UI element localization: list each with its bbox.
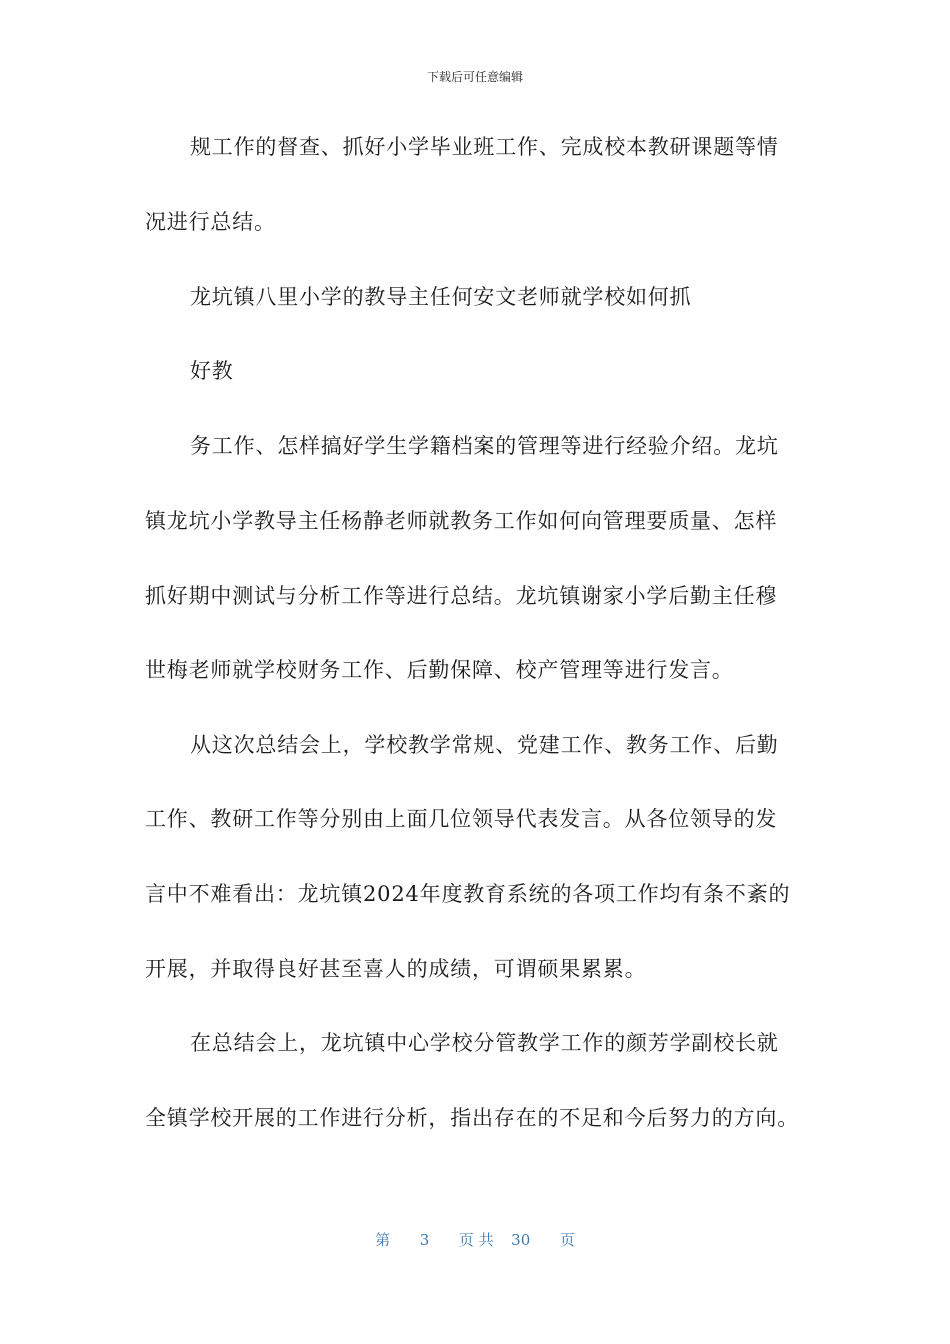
page-footer (0, 1229, 950, 1250)
body-line-14: 全镇学校开展的工作进行分析，指出存在的不足和今后努力的方向。 (145, 1106, 799, 1130)
footer-prefix: 第 (375, 1231, 391, 1249)
body-line-3: 龙坑镇八里小学的教导主任何安文老师就学校如何抓 (190, 285, 692, 309)
footer-total-pages: 30 (511, 1231, 531, 1249)
body-line-4: 好教 (190, 359, 234, 383)
page-header-note: 下载后可任意编辑 (426, 70, 523, 84)
body-line-7: 抓好期中测试与分析工作等进行总结。龙坑镇谢家小学后勤主任穆 (145, 584, 778, 608)
body-line-11: 言中不难看出：龙坑镇2024年度教育系统的各项工作均有条不紊的 (145, 882, 791, 906)
body-line-9: 从这次总结会上，学校教学常规、党建工作、教务工作、后勤 (190, 733, 779, 757)
body-line-13: 在总结会上，龙坑镇中心学校分管教学工作的颜芳学副校长就 (190, 1031, 779, 1055)
body-line-6: 镇龙坑小学教导主任杨静老师就教务工作如何向管理要质量、怎样 (145, 509, 778, 533)
footer-suffix: 页 (559, 1231, 575, 1249)
body-line-8: 世梅老师就学校财务工作、后勤保障、校产管理等进行发言。 (145, 658, 734, 682)
body-line-5: 务工作、怎样搞好学生学籍档案的管理等进行经验介绍。龙坑 (190, 434, 779, 458)
footer-current-page: 3 (419, 1231, 430, 1249)
body-line-2: 况进行总结。 (145, 210, 276, 234)
body-line-10: 工作、教研工作等分别由上面几位领导代表发言。从各位领导的发 (145, 807, 778, 831)
footer-middle: 页 共 (458, 1231, 494, 1249)
body-line-12: 开展，并取得良好甚至喜人的成绩，可谓硕果累累。 (145, 957, 647, 981)
body-line-1: 规工作的督查、抓好小学毕业班工作、完成校本教研课题等情 (190, 135, 779, 159)
